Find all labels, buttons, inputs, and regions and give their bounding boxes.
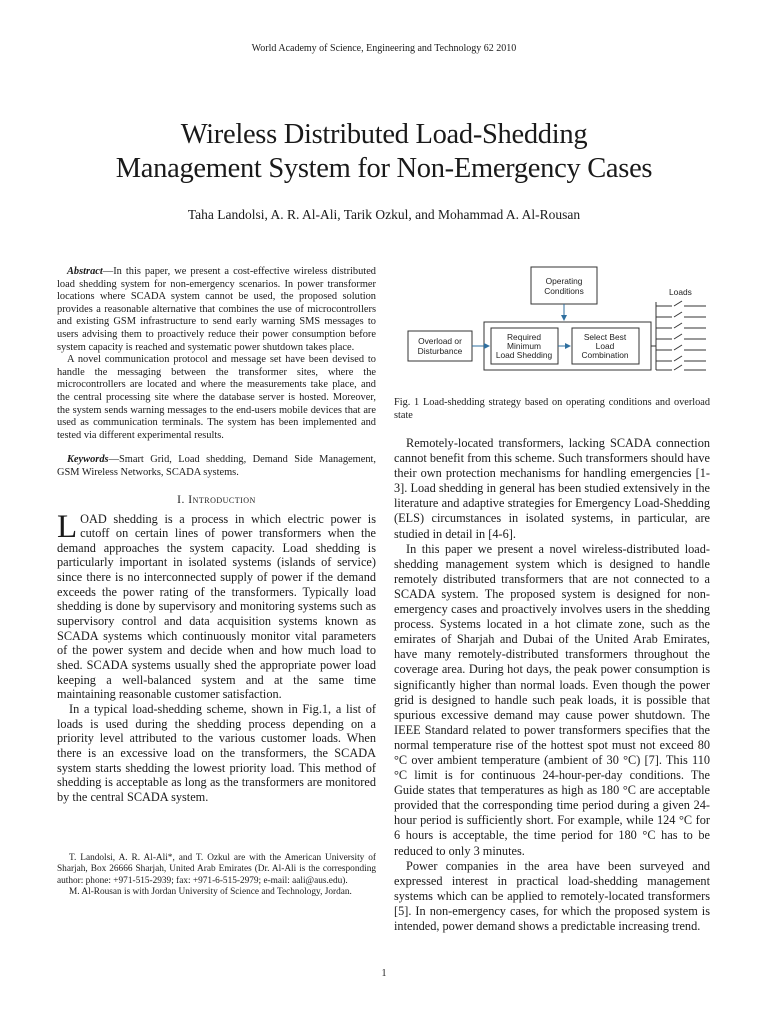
keywords-dash: —	[108, 454, 119, 466]
select-label-2: Load	[595, 341, 615, 351]
keywords-paragraph	[57, 454, 376, 479]
introduction-body	[57, 508, 376, 805]
operating-label-1: Operating	[545, 276, 583, 286]
abstract-text-1: In this paper, we present a cost-effective wireless distributed load shedding system for non-emergency scenarios. In power transformer locations where SCADA system cannot be used, the proposed solution provides a reasonable alternative that combines the use of microcontrollers and existing GSM infrastructure to send early warning SMS messages to users advising them to proactively reduce their power consumption before system capacity is reached and systematic power shutdown takes place.	[57, 266, 376, 353]
right-paragraph-3: Power companies in the area have been surveyed and expressed interest in practical load-shedding management systems which can be applied to remotely-located transformers [5]. In non-emergency cases, for which the proposed system is intended, power demand shows a predictable increasing trend.	[394, 858, 710, 933]
journal-header: World Academy of Science, Engineering and Technology 62 2010	[251, 43, 517, 54]
section-title: Introduction	[188, 493, 256, 506]
right-paragraph-2: In this paper we present a novel wireless-distributed load-shedding management system which is designed to handle remotely distributed transformers that are not connected to a SCADA system. The proposed system is designed for non-emergency cases and proactively involves users in the shedding process. Systems located in a hot climate zone, such as the emirates of Sharjah and Dubai of the United Arab Emirates, have many remotely-distributed transformers throughout the coverage area. During hot days, the peak power consumption is significantly higher than normal loads. Even though the power grid is designed to handle such peak loads, it is possible that spurious excessive demand may cause power shutdown. The IEEE Standard related to power transformers specifies that the normal temperature rise of the hottest spot must not exceed 80 °C over ambient temperature (ambient of 30 °C) [7]. This 110 °C limit is for continuous 24-hour-per-day conditions. The Guide states that temperatures as high as 180 °C are acceptable provided that the corresponding time period during a given 24-hour period is sufficiently short. For example, while 124 °C for 6 hours is acceptable, the time period for 180 °C has to be reduced to only 3 minutes.	[394, 541, 710, 858]
figure-1	[394, 262, 710, 392]
select-label-3: Combination	[581, 350, 629, 360]
right-paragraph-1: Remotely-located transformers, lacking SCADA connection cannot benefit from this scheme. Such transformers should have their own protection mechanisms for handling emergencies [1-3]. Load shedding in general has been studied extensively in the literature and adaptive strategies for Emergency Load-Shedding (ELS) circumstances in isolated systems, in particular, are studied in detail in [4-6].	[394, 436, 710, 541]
operating-label-2: Conditions	[544, 286, 584, 296]
footnote-affiliation-1: T. Landolsi, A. R. Al-Ali*, and T. Ozkul are with the American University of Sharjah, Box 26666 Sharjah, United Arab Emirates (Dr. Al-Ali is the corresponding author: phone: +971-515-2939; fax: +971-6-515-2979; e-mail: aali@aus.edu).	[57, 853, 376, 886]
footnotes	[57, 853, 376, 899]
keywords	[57, 454, 376, 479]
required-label-1: Required	[507, 332, 541, 342]
figure-1-caption: Fig. 1 Load-shedding strategy based on operating conditions and overload state	[394, 397, 710, 421]
required-label-2: Minimum	[507, 341, 541, 351]
loads-label: Loads	[669, 287, 692, 297]
title-line-1: Wireless Distributed Load-Shedding	[180, 119, 588, 150]
drop-cap: L	[57, 508, 78, 545]
section-number: I.	[177, 493, 185, 506]
intro-paragraph-1	[57, 508, 376, 703]
page-number: 1	[381, 968, 387, 979]
abstract-label: Abstract	[67, 266, 103, 277]
author-list: Taha Landolsi, A. R. Al-Ali, Tarik Ozkul, and Mohammad A. Al-Rousan	[187, 207, 581, 222]
paper-title	[40, 118, 728, 186]
intro-paragraph-2: In a typical load-shedding scheme, shown in Fig.1, a list of loads is used during the shedding process depending on a priority level attributed to the various customer loads. When there is an excessive load on the transformers, the SCADA system starts shedding the lowest priority load. This method of shedding is acceptable as long as the transformers are monitored by the central SCADA system.	[57, 702, 376, 804]
overload-label-1: Overload or	[418, 336, 462, 346]
title-line-2: Management System for Non-Emergency Cases	[115, 153, 653, 184]
select-label-1: Select Best	[583, 332, 627, 342]
left-column	[57, 266, 376, 805]
section-heading-introduction	[57, 494, 376, 506]
load-switches	[656, 301, 706, 370]
abstract	[57, 266, 376, 442]
abstract-dash: —	[102, 266, 114, 277]
intro-text-1: OAD shedding is a process in which electric power is cutoff on certain lines of power transformers when the demand approaches the system capacity. Load shedding is particularly important in isolated systems (islands of service) since there is no interconnected supply of power if the demand exceeds the power rating of the transformers. Typically load shedding is done by supervisory and monitoring systems such as supervisory control and data acquisition systems known as SCADA systems which continuously monitor vital parameters of the power system and decide when and how much load to shed. SCADA systems usually shed the appropriate power load keeping a well-balanced system and at the same time maintaining reasonable customer satisfaction.	[57, 511, 376, 702]
keywords-label: Keywords	[67, 454, 109, 466]
footnote-affiliation-2: M. Al-Rousan is with Jordan University of Science and Technology, Jordan.	[69, 887, 352, 898]
abstract-paragraph-1	[57, 266, 376, 354]
load-shedding-diagram	[394, 262, 710, 392]
right-column	[394, 436, 710, 934]
abstract-paragraph-2: A novel communication protocol and message set have been devised to handle the messaging between the transformer sites, where the microcontrollers are located and where the measurements take place, and the central processing site where the database server is hosted. Moreover, the system sends warning messages to the end-users mobile devices that are used as communication terminals. The system has been implemented and tested via different experimental results.	[57, 354, 376, 441]
overload-label-2: Disturbance	[417, 346, 463, 356]
required-label-3: Load Shedding	[495, 350, 553, 360]
keywords-text: Smart Grid, Load shedding, Demand Side Management, GSM Wireless Networks, SCADA systems.	[57, 454, 376, 478]
